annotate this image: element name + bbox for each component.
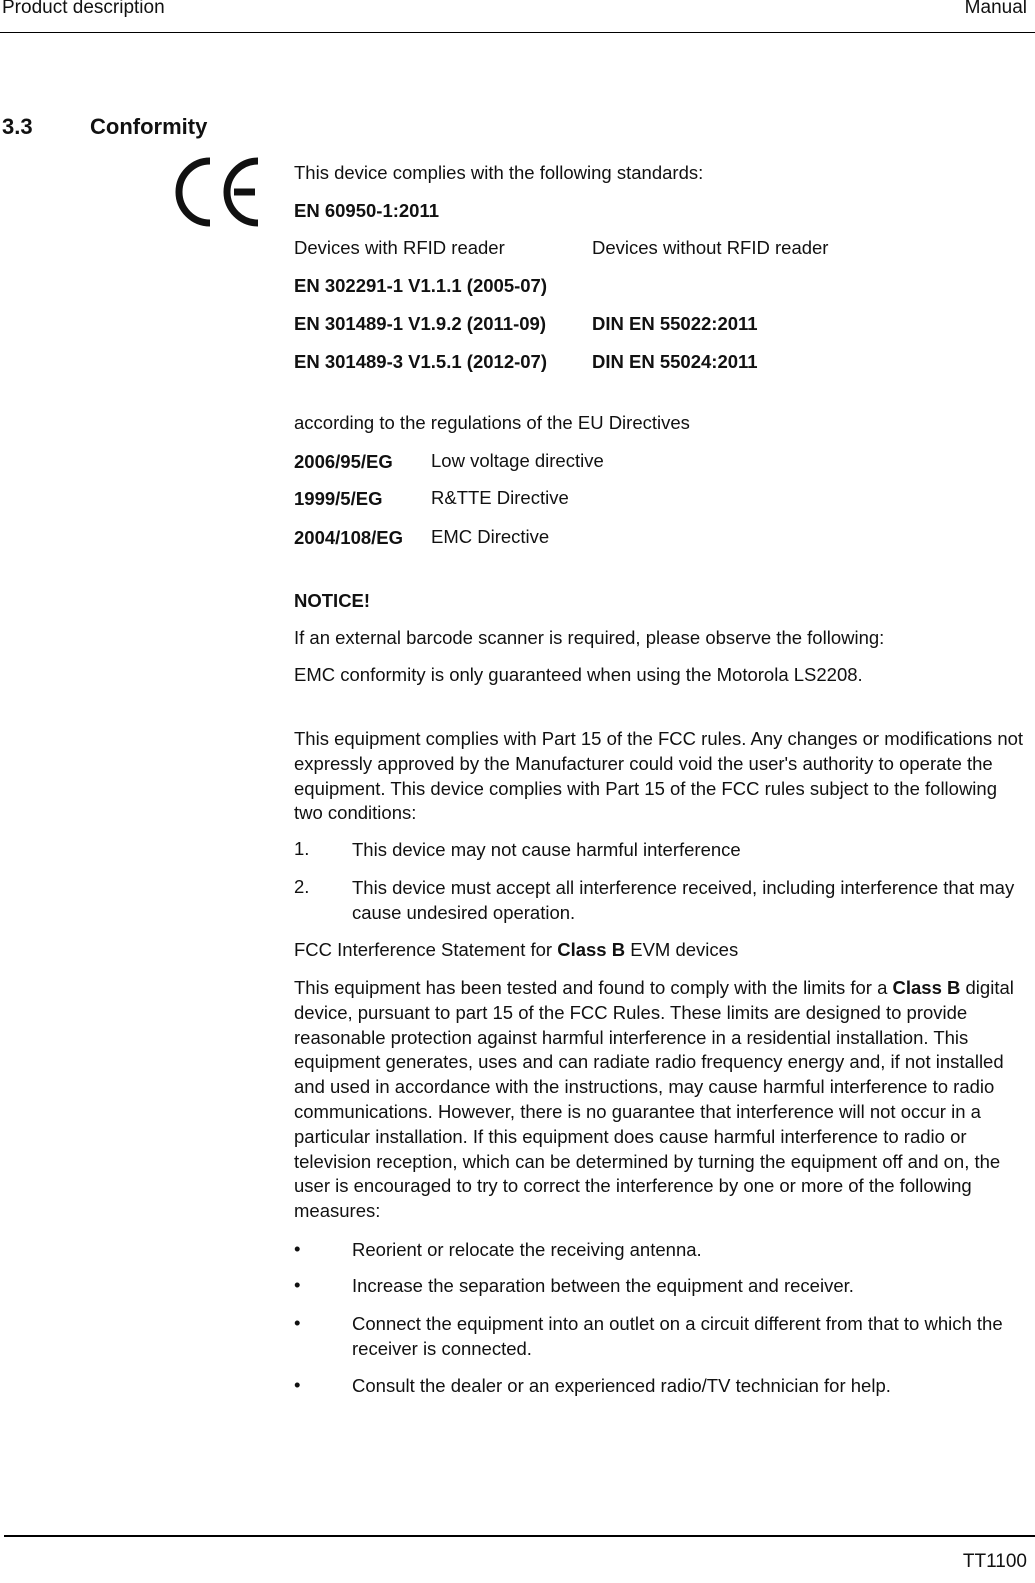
fcc-paragraph: This equipment complies with Part 15 of the FCC rules. Any changes or modifications not expressly approved by the Manufacturer could void the user's authority to operate the equipment. This device complies with Part 15 of the FCC rules subject to the following two conditions: [294, 728, 1024, 824]
fcc-tested-paragraph: This equipment has been tested and found to comply with the limits for a Class B digital device, pursuant to part 15 of the FCC Rules. These limits are designed to provide reasonable protection against harmful interference in a residential installation. This equipment generates, uses and can radiate radio frequency energy and, if not installed and used in accordance with the instructions, may cause harmful interference to radio communications. However, there is no guarantee that interference will not occur in a particular installation. If this equipment does cause harmful interference to radio or television reception, which can be determined by turning the equipment off and on, the user is encouraged to try to correct the interference by one or more of the following measures: [294, 977, 1014, 1222]
notice-title: NOTICE! [294, 590, 371, 611]
class-b-label: Class B [892, 977, 961, 998]
bullet: • [294, 1274, 301, 1295]
measure-item: Consult the dealer or an experienced radio/TV technician for help. [352, 1375, 891, 1396]
directive-code: 2006/95/EG [294, 451, 393, 472]
header-right: Manual [964, 0, 1027, 18]
directive-name: EMC Directive [431, 526, 550, 547]
condition-number: 2. [294, 876, 310, 897]
notice-line: EMC conformity is only guaranteed when using the Motorola LS2208. [294, 664, 863, 685]
col-header-rfid: Devices with RFID reader [294, 237, 505, 258]
directives-intro: according to the regulations of the EU Directives [294, 412, 690, 433]
col-header-no-rfid: Devices without RFID reader [592, 237, 829, 258]
standard-no-rfid: DIN EN 55024:2011 [592, 351, 758, 372]
standard-no-rfid: DIN EN 55022:2011 [592, 313, 758, 334]
measure-item: Connect the equipment into an outlet on a circuit different from that to which the receiver is connected. [352, 1313, 1003, 1359]
standard-rfid: EN 302291-1 V1.1.1 (2005-07) [294, 275, 548, 296]
directive-code: 2004/108/EG [294, 527, 404, 548]
bullet: • [294, 1374, 301, 1395]
section-title: Conformity [90, 114, 208, 139]
notice-line: If an external barcode scanner is required, please observe the following: [294, 627, 885, 648]
condition-number: 1. [294, 838, 310, 859]
header-rule [0, 32, 1035, 33]
condition-text: This device must accept all interference received, including interference that may cause undesired operation. [352, 877, 1015, 923]
section-number: 3.3 [2, 114, 33, 139]
standard-rfid: EN 301489-3 V1.5.1 (2012-07) [294, 351, 548, 372]
bullet: • [294, 1238, 301, 1259]
header-left: Product description [2, 0, 165, 18]
directive-name: Low voltage directive [431, 450, 604, 471]
condition-text: This device may not cause harmful interference [352, 839, 741, 860]
footer-model: TT1100 [962, 1551, 1027, 1572]
standard-general: EN 60950-1:2011 [294, 200, 440, 221]
standards-intro: This device complies with the following standards: [294, 162, 704, 183]
directive-code: 1999/5/EG [294, 488, 383, 509]
fcc-statement: FCC Interference Statement for Class B EVM devices [294, 939, 739, 960]
bullet: • [294, 1312, 301, 1333]
footer-rule [4, 1535, 1035, 1537]
measure-item: Increase the separation between the equipment and receiver. [352, 1275, 854, 1296]
ce-mark-icon [168, 157, 264, 227]
measure-item: Reorient or relocate the receiving antenna. [352, 1239, 702, 1260]
directive-name: R&TTE Directive [431, 487, 569, 508]
standard-rfid: EN 301489-1 V1.9.2 (2011-09) [294, 313, 546, 334]
class-b-label: Class B [557, 939, 626, 960]
